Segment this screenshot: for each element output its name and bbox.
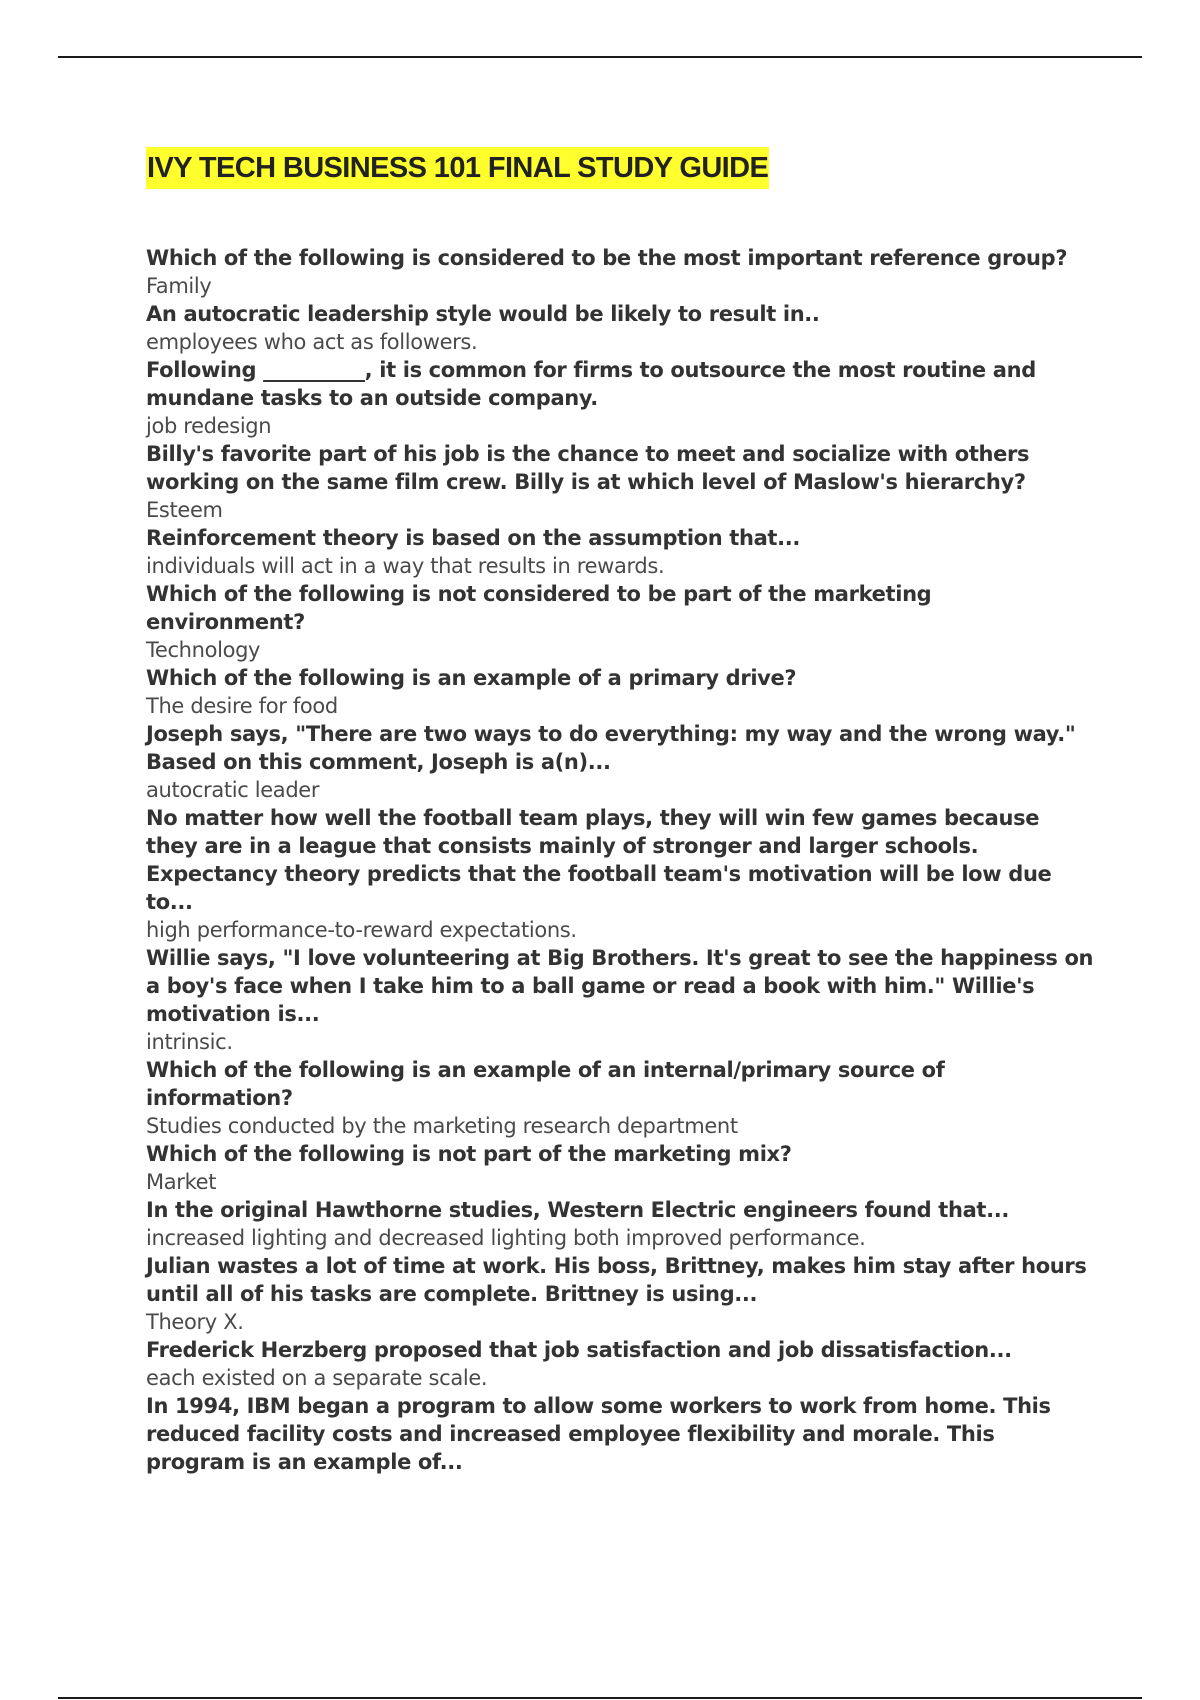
page-top-rule xyxy=(58,56,1142,58)
question-text: Which of the following is an example of an internal/primary source of information? xyxy=(146,1058,945,1110)
qa-item xyxy=(146,1392,1096,1476)
question-text: Reinforcement theory is based on the assumption that... xyxy=(146,526,800,550)
qa-item xyxy=(146,1252,1096,1336)
qa-item xyxy=(146,804,1096,944)
question-text: Which of the following is an example of a primary drive? xyxy=(146,666,797,690)
qa-item xyxy=(146,944,1096,1056)
answer-text: employees who act as followers. xyxy=(146,330,478,354)
answer-text: Studies conducted by the marketing research department xyxy=(146,1114,738,1138)
question-text: Which of the following is considered to be the most important reference group? xyxy=(146,246,1068,270)
qa-item xyxy=(146,1056,1096,1140)
question-text: An autocratic leadership style would be likely to result in.. xyxy=(146,302,820,326)
question-text: In 1994, IBM began a program to allow some workers to work from home. This reduced facility costs and increased employee flexibility and morale. This program is an example of... xyxy=(146,1394,1051,1474)
question-text: Following __________, it is common for firms to outsource the most routine and mundane tasks to an outside company. xyxy=(146,358,1036,410)
qa-item xyxy=(146,1196,1096,1252)
qa-item xyxy=(146,664,1096,720)
answer-text: intrinsic. xyxy=(146,1030,233,1054)
question-text: Willie says, "I love volunteering at Big Brothers. It's great to see the happiness on a boy's face when I take him to a ball game or read a book with him." Willie's motivation is... xyxy=(146,946,1094,1026)
answer-text: Technology xyxy=(146,638,261,662)
question-text: Billy's favorite part of his job is the chance to meet and socialize with others working on the same film crew. Billy is at which level of Maslow's hierarchy? xyxy=(146,442,1030,494)
question-text: No matter how well the football team plays, they will win few games because they are in a league that consists mainly of stronger and larger schools. Expectancy theory predicts that the football team's motivation will be low due to... xyxy=(146,806,1052,914)
question-text: Which of the following is not considered to be part of the marketing environment? xyxy=(146,582,932,634)
qa-item xyxy=(146,440,1096,524)
answer-text: individuals will act in a way that results in rewards. xyxy=(146,554,665,578)
question-text: Which of the following is not part of the marketing mix? xyxy=(146,1142,792,1166)
answer-text: autocratic leader xyxy=(146,778,320,802)
document-title: IVY TECH BUSINESS 101 FINAL STUDY GUIDE xyxy=(146,147,769,189)
qa-item xyxy=(146,300,1096,356)
answer-text: Market xyxy=(146,1170,217,1194)
question-text: Julian wastes a lot of time at work. His boss, Brittney, makes him stay after hours until all of his tasks are complete. Brittney is using... xyxy=(146,1254,1087,1306)
qa-item xyxy=(146,1336,1096,1392)
question-text: In the original Hawthorne studies, Western Electric engineers found that... xyxy=(146,1198,1009,1222)
answer-text: job redesign xyxy=(146,414,272,438)
answer-text: high performance-to-reward expectations. xyxy=(146,918,577,942)
answer-text: Theory X. xyxy=(146,1310,244,1334)
qa-item xyxy=(146,356,1096,440)
qa-item xyxy=(146,720,1096,804)
study-guide-list xyxy=(146,244,1096,1476)
qa-item xyxy=(146,244,1096,300)
answer-text: Family xyxy=(146,274,212,298)
page-bottom-rule xyxy=(58,1697,1142,1699)
title-block xyxy=(146,147,769,189)
qa-item xyxy=(146,580,1096,664)
answer-text: Esteem xyxy=(146,498,223,522)
question-text: Joseph says, "There are two ways to do everything: my way and the wrong way." Based on this comment, Joseph is a(n)... xyxy=(146,722,1076,774)
answer-text: increased lighting and decreased lighting both improved performance. xyxy=(146,1226,866,1250)
answer-text: each existed on a separate scale. xyxy=(146,1366,488,1390)
answer-text: The desire for food xyxy=(146,694,338,718)
qa-item xyxy=(146,524,1096,580)
qa-item xyxy=(146,1140,1096,1196)
question-text: Frederick Herzberg proposed that job satisfaction and job dissatisfaction... xyxy=(146,1338,1012,1362)
